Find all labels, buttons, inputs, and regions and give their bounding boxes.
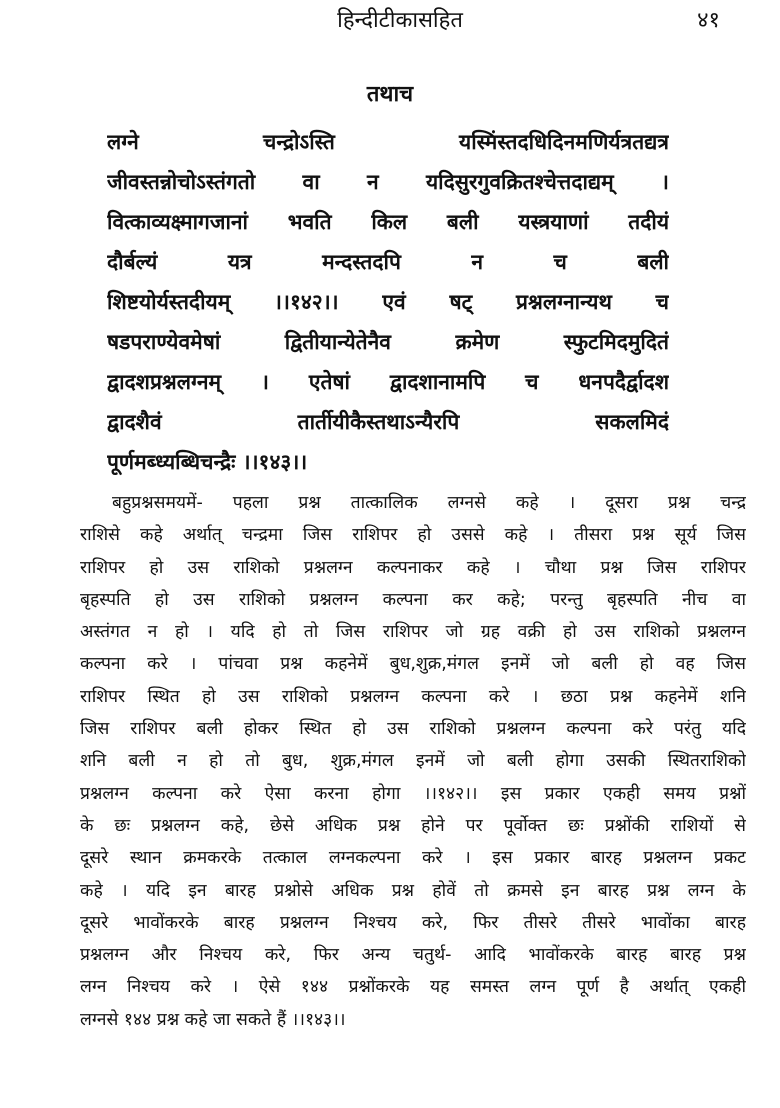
commentary-line: लग्नसे १४४ प्रश्न कहे जा सकते हैं ।।१४३।। [80, 1009, 346, 1030]
commentary-line: शनि बली न हो तो बुध, शुक्र,मंगल इनमें जो बली होगा उसकी स्थितराशिको [80, 751, 746, 772]
verse-line: द्वादशप्रश्नलग्नम् । एतेषां द्वादशानामपि च धनपदैर्द्वादश [107, 370, 669, 394]
commentary-line: राशिपर हो उस राशिको प्रश्नलग्न कल्पनाकर कहे । चौथा प्रश्न जिस राशिपर [80, 557, 746, 578]
commentary-line: के छः प्रश्नलग्न कहे, छेसे अधिक प्रश्न होने पर पूर्वोक्त छः प्रश्नोंकी राशियों से [80, 815, 746, 836]
verse-line: दौर्बल्यं यत्र मन्दस्तदपि न च बली [107, 250, 669, 274]
verse-line: द्वादशैवं तार्तीयीकैस्तथाऽन्यैरपि सकलमिदं [107, 410, 669, 434]
verse-line: वित्काव्यक्ष्मागजानां भवति किल बली यस्त्रयाणां तदीयं [107, 210, 669, 234]
commentary-line: लग्न निश्चय करे । ऐसे १४४ प्रश्नोंकरके यह समस्त लग्न पूर्ण है अर्थात् एकही [80, 977, 746, 998]
commentary-line: दूसरे स्थान क्रमकरके तत्काल लग्नकल्पना करे । इस प्रकार बारह प्रश्नलग्न प्रकट [80, 848, 746, 869]
commentary-line: कहे । यदि इन बारह प्रश्नोसे अधिक प्रश्न होवें तो क्रमसे इन बारह प्रश्न लग्न के [80, 880, 746, 901]
verse-line: लग्ने चन्द्रोऽस्ति यस्मिंस्तदधिदिनमणिर्यत्रतद्यत्र [107, 130, 669, 154]
page-number: ४१ [697, 8, 720, 33]
commentary-line: प्रश्नलग्न और निश्चय करे, फिर अन्य चतुर्थ- आदि भावोंकरके बारह बारह प्रश्न [80, 945, 746, 966]
verse-line: जीवस्तन्नोचोऽस्तंगतो वा न यदिसुरगुवक्रितश्चेत्तदाद्यम् । [107, 170, 669, 194]
verse-line: षडपराण्येवमेषां द्वितीयान्येतेनैव क्रमेण स्फुटमिदमुदितं [107, 330, 669, 354]
commentary-line: अस्तंगत न हो । यदि हो तो जिस राशिपर जो ग्रह वक्री हो उस राशिको प्रश्नलग्न [80, 622, 746, 643]
commentary-line: बृहस्पति हो उस राशिको प्रश्नलग्न कल्पना कर कहे; परन्तु बृहस्पति नीच वा [80, 589, 746, 610]
verse-title: तथाच [366, 82, 414, 107]
hindi-commentary [80, 487, 746, 1036]
commentary-line: प्रश्नलग्न कल्पना करे ऐसा करना होगा ।।१४२।। इस प्रकार एकही समय प्रश्नों [80, 783, 746, 804]
commentary-line: बहुप्रश्नसमयमें- पहला प्रश्न तात्कालिक लग्नसे कहे । दूसरा प्रश्न चन्द्र [112, 493, 746, 513]
commentary-line: राशिपर स्थित हो उस राशिको प्रश्नलग्न कल्पना करे । छठा प्रश्न कहनेमें शनि [80, 686, 746, 707]
sanskrit-verse [107, 122, 669, 482]
commentary-line: जिस राशिपर बली होकर स्थित हो उस राशिको प्रश्नलग्न कल्पना करे परंतु यदि [80, 719, 746, 740]
commentary-line: कल्पना करे । पांचवा प्रश्न कहनेमें बुध,शुक्र,मंगल इनमें जो बली हो वह जिस [80, 654, 746, 675]
running-title: हिन्दीटीकासहित [337, 8, 463, 33]
verse-line: पूर्णमब्ध्यब्धिचन्द्रैः ।।१४३।। [107, 450, 308, 474]
verse-line: शिष्टयोर्यस्तदीयम् ।।१४२।। एवं षट् प्रश्नलग्नान्यथ च [107, 290, 669, 314]
commentary-line: राशिसे कहे अर्थात् चन्द्रमा जिस राशिपर हो उससे कहे । तीसरा प्रश्न सूर्य जिस [80, 525, 746, 546]
commentary-line: दूसरे भावोंकरके बारह प्रश्नलग्न निश्चय करे, फिर तीसरे तीसरे भावोंका बारह [80, 912, 746, 933]
page-header [0, 4, 780, 38]
